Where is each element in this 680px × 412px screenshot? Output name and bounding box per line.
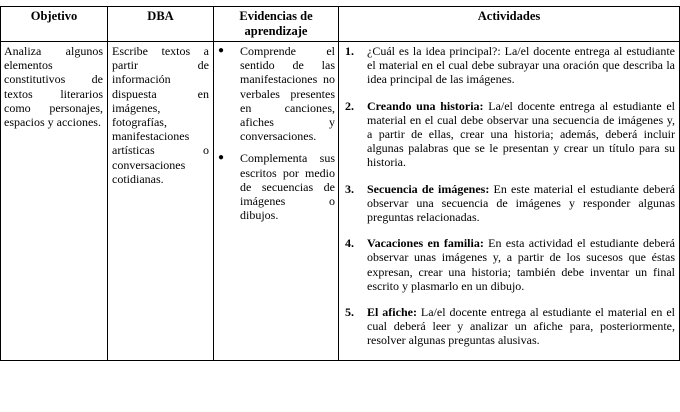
header-dba: DBA	[108, 7, 214, 42]
dba-text: Escribe textos a partir de información dispuesta en imágenes, fotografías, manifestaciones artísticas o conversaciones cotidianas.	[112, 44, 209, 186]
actividad-text: La/el docente entrega al estudiante el material en el cual debe observar una secuencia de imágenes y, a partir de ellas, crear una historia; además, deberá incluir algunas palabras que se le presentan y crear un título para su historia.	[367, 98, 675, 170]
actividad-text: En este material el estudiante deberá observar una secuencia de imágenes y responder algunas preguntas relacionadas.	[367, 181, 675, 225]
dba-cell	[108, 42, 214, 361]
evidencias-list	[214, 42, 338, 222]
actividad-number: 3.	[345, 181, 354, 196]
actividad-item	[345, 305, 675, 348]
actividad-item	[345, 236, 675, 293]
actividad-title: Creando una historia:	[367, 98, 484, 113]
actividad-body	[367, 44, 675, 87]
header-evidencias: Evidencias de aprendizaje	[214, 7, 339, 42]
actividad-number: 1.	[345, 44, 354, 58]
actividades-list	[339, 42, 679, 348]
bullet-icon: ●	[218, 45, 225, 56]
table-header-row	[1, 7, 680, 42]
actividad-number: 5.	[345, 305, 354, 320]
activities-table	[0, 6, 680, 361]
actividad-text: En esta actividad el estudiante deberá observar unas imágenes y, a partir de los sucesos que éstas expresan, crear una historia; también debe inventar un final escrito y plasmarlo en un dibujo.	[367, 236, 675, 293]
actividad-title: Vacaciones en familia:	[367, 236, 484, 251]
objetivo-text: Analiza algunos elementos constitutivos de textos literarios como personajes, espacios y acciones.	[4, 44, 103, 130]
bullet-icon: ●	[218, 152, 225, 164]
actividad-item	[345, 182, 675, 225]
actividades-cell	[339, 42, 680, 361]
evidencia-item	[218, 151, 335, 222]
actividad-number: 4.	[345, 236, 354, 251]
actividad-body	[367, 182, 675, 225]
actividad-title: El afiche:	[367, 305, 417, 320]
objetivo-cell	[1, 42, 108, 361]
header-objetivo: Objetivo	[1, 7, 108, 42]
evidencias-cell	[214, 42, 339, 361]
header-actividades: Actividades	[339, 7, 680, 42]
actividad-text: La/el docente entrega al estudiante el material en el cual debe subrayar una oración que describa la idea principal de las imágenes.	[367, 44, 675, 87]
actividad-title: ¿Cuál es la idea principal?:	[367, 44, 501, 58]
actividad-item	[345, 44, 675, 87]
actividad-body	[367, 99, 675, 170]
actividad-text: La/el docente entrega al estudiante el material en el cual deberá leer y analizar un afiche para, posteriormente, resolver algunas preguntas alusivas.	[367, 305, 675, 348]
evidencia-text: Complementa sus escritos por medio de secuencias de imágenes o dibujos.	[240, 151, 335, 223]
evidencia-item	[218, 44, 335, 143]
actividad-item	[345, 99, 675, 170]
evidencia-text: Comprende el sentido de las manifestaciones no verbales presentes en canciones, afiches y conversaciones.	[240, 44, 335, 144]
actividad-number: 2.	[345, 98, 354, 113]
actividad-title: Secuencia de imágenes:	[367, 181, 490, 196]
actividad-body	[367, 305, 675, 348]
table-row	[1, 42, 680, 361]
actividad-body	[367, 236, 675, 293]
